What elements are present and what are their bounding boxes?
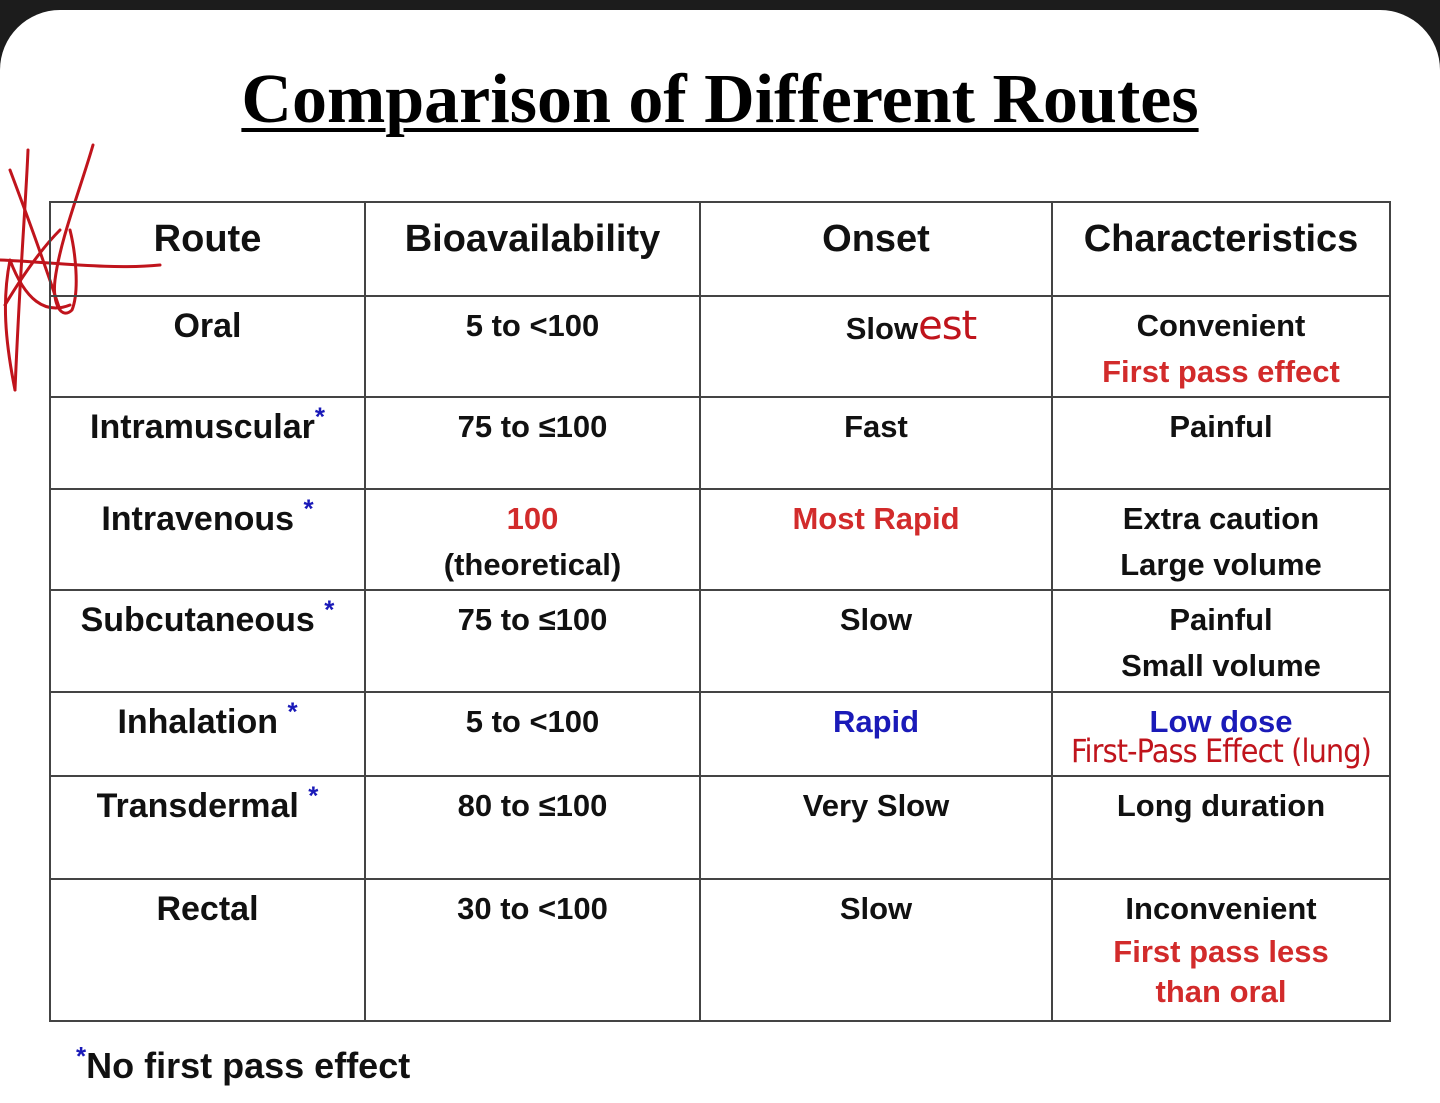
onset-subcutaneous: Slow (700, 590, 1052, 692)
table-row (50, 489, 1390, 590)
table-row (50, 692, 1390, 776)
handwritten-onset-annotation: est (918, 303, 977, 349)
table-row (50, 590, 1390, 692)
table-row (50, 296, 1390, 397)
footnote-marker: * (287, 696, 298, 727)
onset-inhalation: Rapid (700, 692, 1052, 776)
page-title: Comparison of Different Routes (241, 61, 1199, 138)
header-route: Route (50, 202, 365, 296)
bioavailability-intravenous: 100 (theoretical) (365, 489, 700, 590)
footnote-marker: * (314, 401, 325, 432)
characteristics-intramuscular: Painful (1052, 397, 1390, 489)
table-row (50, 879, 1390, 1021)
characteristics-inhalation: Low dose First-Pass Effect (lung) (1052, 692, 1390, 776)
header-onset: Onset (700, 202, 1052, 296)
onset-oral: Slowest (700, 296, 1052, 397)
table-row (50, 397, 1390, 489)
footnote-marker: * (303, 493, 314, 524)
characteristics-rectal: Inconvenient First pass less than oral (1052, 879, 1390, 1021)
table-row (50, 776, 1390, 879)
route-oral: Oral (50, 296, 365, 397)
onset-rectal: Slow (700, 879, 1052, 1021)
characteristics-oral: Convenient First pass effect (1052, 296, 1390, 397)
bioavailability-inhalation: 5 to <100 (365, 692, 700, 776)
slide (0, 10, 1440, 1103)
handwritten-characteristics-annotation: First-Pass Effect (lung) (1070, 732, 1372, 770)
footnote: *No first pass effect (76, 1041, 411, 1086)
header-bioavailability: Bioavailability (365, 202, 700, 296)
characteristics-intravenous: Extra caution Large volume (1052, 489, 1390, 590)
table-header-row (50, 202, 1390, 296)
route-intravenous: Intravenous * (50, 489, 365, 590)
route-inhalation: Inhalation * (50, 692, 365, 776)
routes-comparison-table (49, 201, 1391, 1022)
onset-intramuscular: Fast (700, 397, 1052, 489)
bioavailability-subcutaneous: 75 to ≤100 (365, 590, 700, 692)
bioavailability-rectal: 30 to <100 (365, 879, 700, 1021)
route-intramuscular: Intramuscular* (50, 397, 365, 489)
header-characteristics: Characteristics (1052, 202, 1390, 296)
characteristics-transdermal: Long duration (1052, 776, 1390, 879)
route-subcutaneous: Subcutaneous * (50, 590, 365, 692)
characteristics-subcutaneous: Painful Small volume (1052, 590, 1390, 692)
onset-intravenous: Most Rapid (700, 489, 1052, 590)
bioavailability-oral: 5 to <100 (365, 296, 700, 397)
bioavailability-intramuscular: 75 to ≤100 (365, 397, 700, 489)
footnote-marker: * (308, 780, 319, 811)
onset-transdermal: Very Slow (700, 776, 1052, 879)
bioavailability-transdermal: 80 to ≤100 (365, 776, 700, 879)
footnote-marker: * (324, 594, 335, 625)
route-transdermal: Transdermal * (50, 776, 365, 879)
footnote-marker: * (76, 1041, 87, 1071)
route-rectal: Rectal (50, 879, 365, 1021)
